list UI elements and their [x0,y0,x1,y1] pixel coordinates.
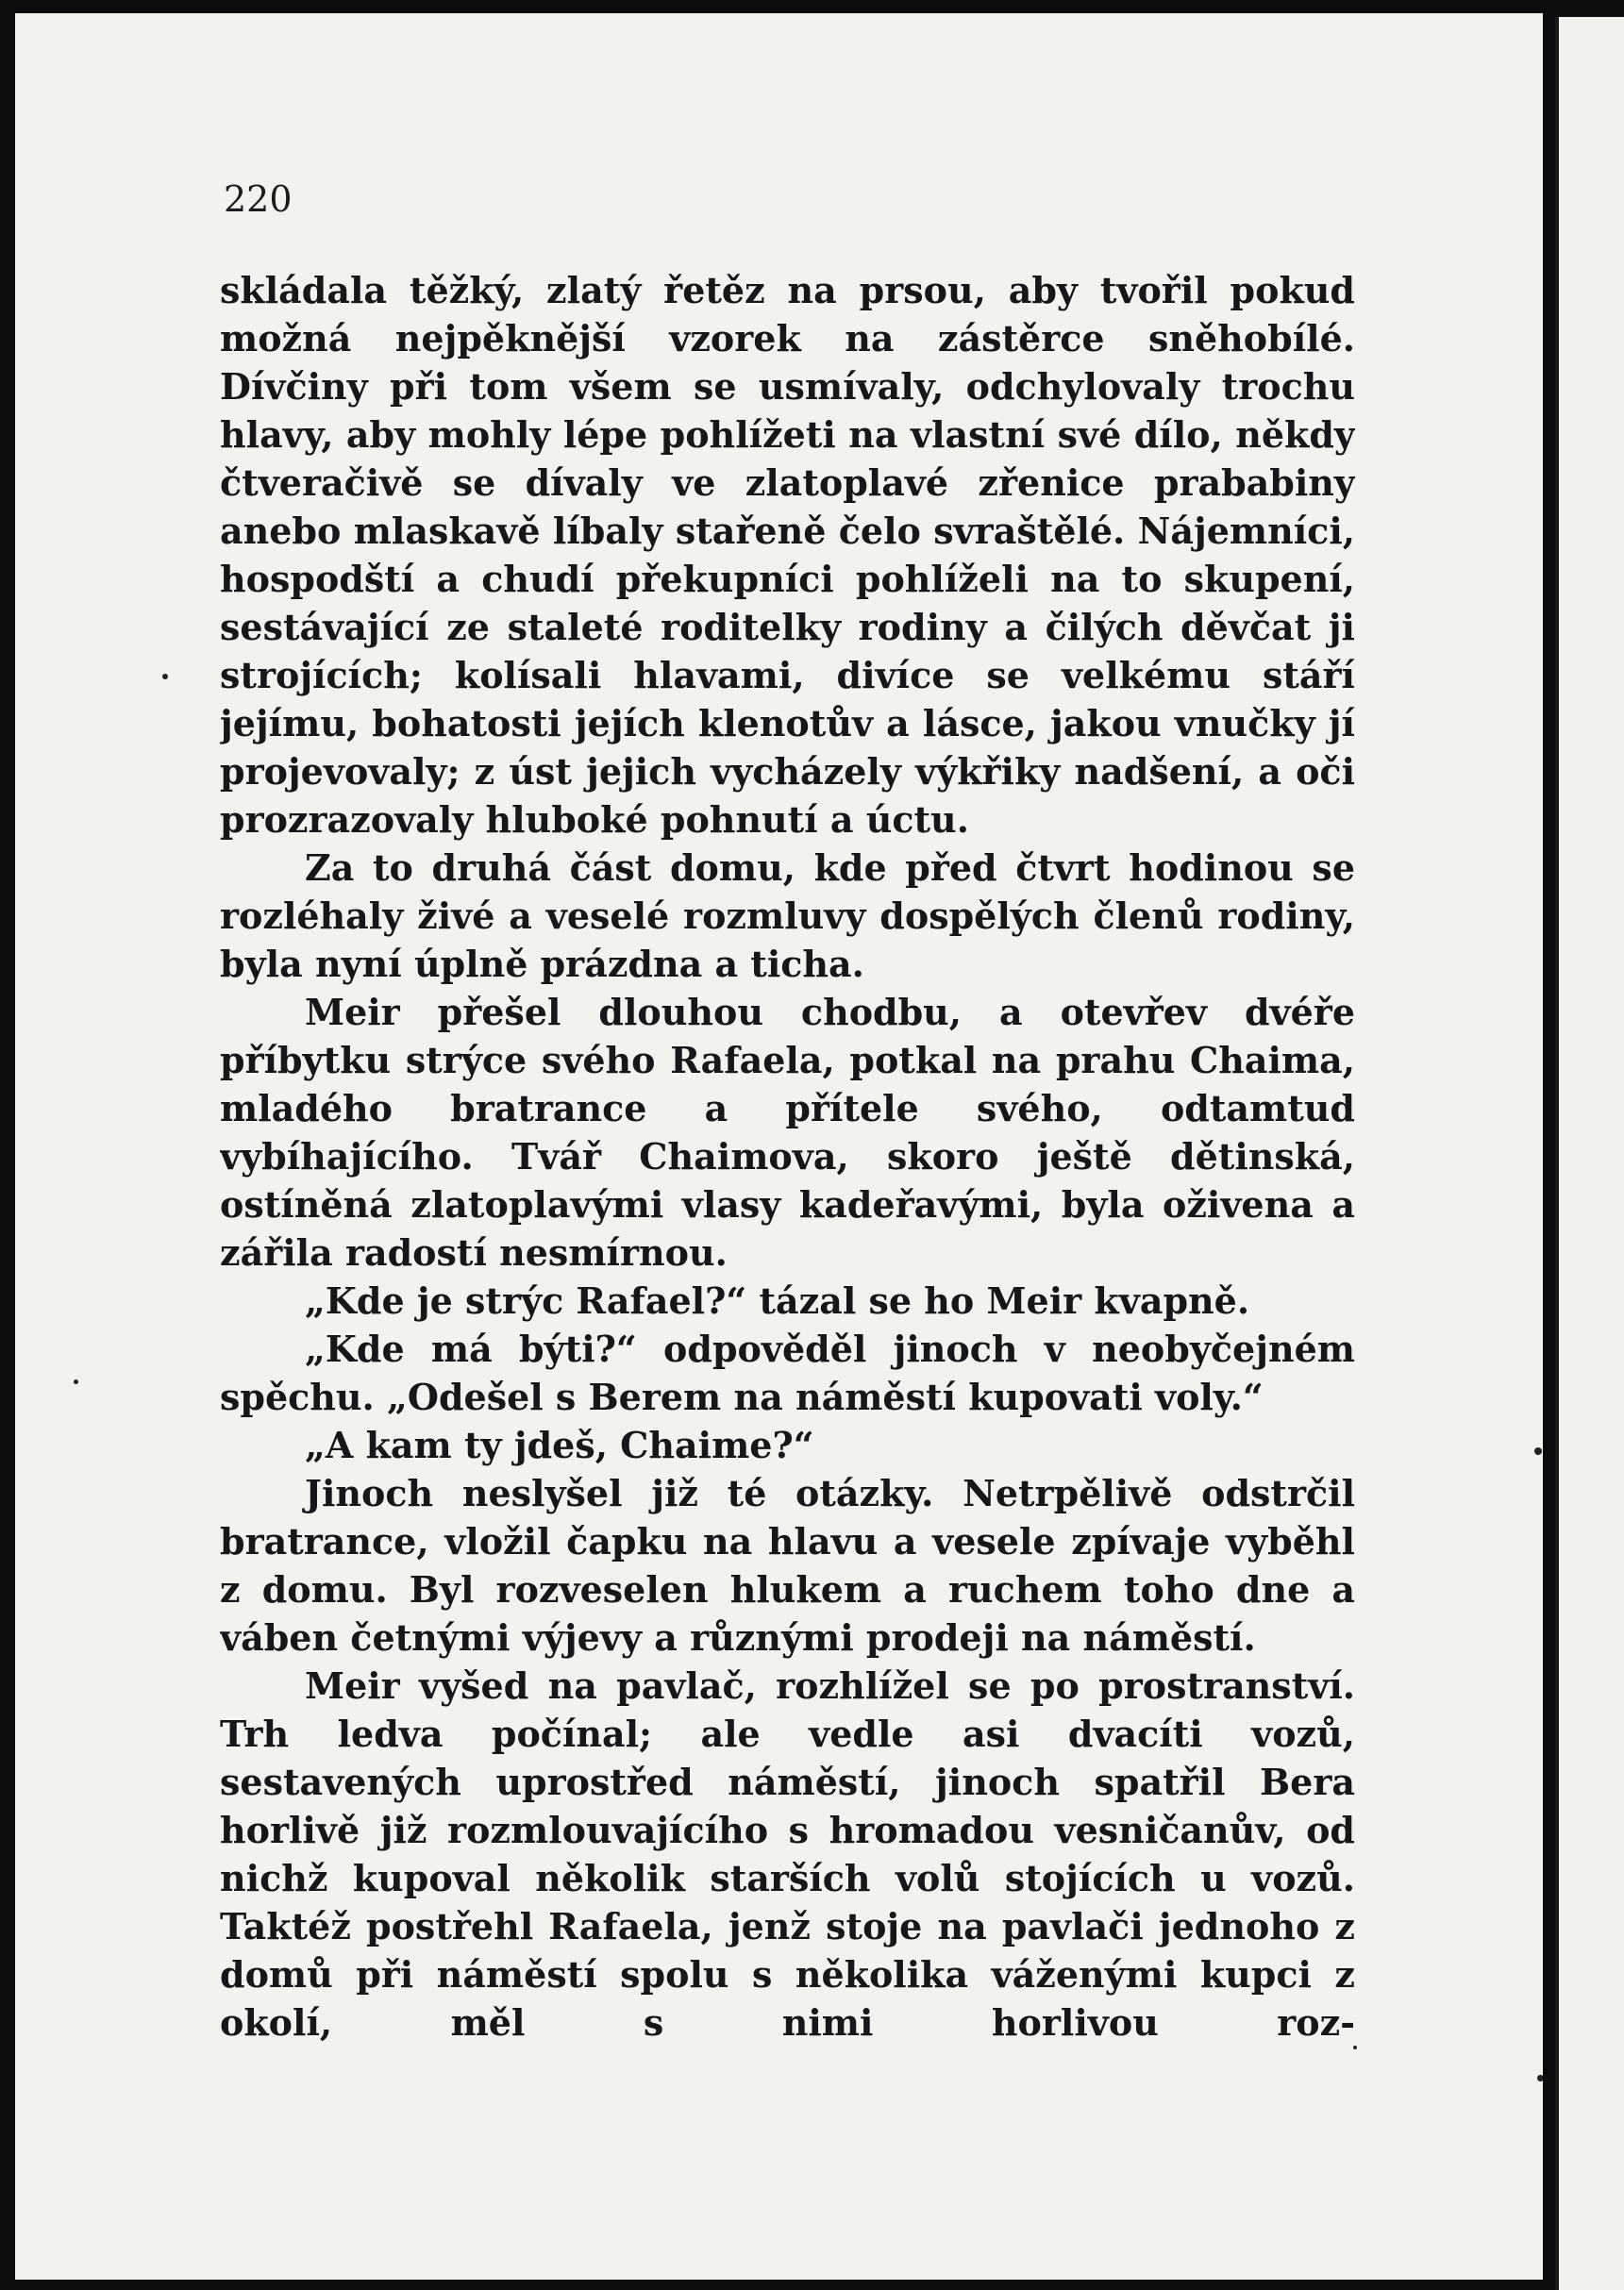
paragraph-4: „Kde je strýc Rafael?“ tázal se ho Meir kvapně. [305,1279,1250,1322]
scan-speck [74,1379,78,1384]
page-gutter-line [1555,17,1559,2290]
page-body-text [220,266,1355,2047]
adjacent-page-edge [1555,17,1624,2290]
paragraph-5: „Kde má býti?“ odpověděl jinoch v neobyčejném spěchu. „Odešel s Berem na náměstí kupovati voly.“ [220,1328,1355,1418]
scan-speck [1534,1447,1542,1455]
page-number: 220 [224,178,293,220]
paragraph-7: Jinoch neslyšel již té otázky. Netrpělivě odstrčil bratrance, vložil čapku na hlavu a vesele zpívaje vyběhl z domu. Byl rozveselen hlukem a ruchem toho dne a váben četnými výjevy a různými prodeji na náměstí. [220,1472,1355,1659]
scan-speck [1353,2046,1357,2049]
paragraph-8: Meir vyšed na pavlač, rozhlížel se po prostranství. Trh ledva počínal; ale vedle asi dvacíti vozů, sestavených uprostřed náměstí, jinoch spatřil Bera horlivě již rozmlouvajícího s hromadou vesničanův, od nichž kupoval několik starších volů stojících u vozů. Taktéž postřehl Rafaela, jenž stoje na pavlači jednoho z domů při náměstí spolu s několika váženými kupci z okolí, měl s nimi horlivou roz- [220,1664,1355,2044]
book-page [15,13,1543,2280]
scan-speck [162,674,168,679]
paragraph-2: Za to druhá část domu, kde před čtvrt hodinou se rozléhaly živé a veselé rozmluvy dospělých členů rodiny, byla nyní úplně prázdna a ticha. [220,846,1355,985]
paragraph-6: „A kam ty jdeš, Chaime?“ [305,1424,814,1466]
scan-speck [1537,2075,1543,2081]
paragraph-3: Meir přešel dlouhou chodbu, a otevřev dvéře příbytku strýce svého Rafaela, potkal na prahu Chaima, mladého bratrance a přítele svého, odtamtud vybíhajícího. Tvář Chaimova, skoro ještě dětinská, ostíněná zlatoplavými vlasy kadeřavými, byla oživena a zářila radostí nesmírnou. [220,991,1355,1274]
paragraph-1: skládala těžký, zlatý řetěz na prsou, aby tvořil pokud možná nejpěknější vzorek na zástěrce sněhobílé. Dívčiny při tom všem se usmívaly, odchylovaly trochu hlavy, aby mohly lépe pohlížeti na vlastní své dílo, někdy čtveračivě se dívaly ve zlatoplavé zřenice prababiny anebo mlaskavě líbaly stařeně čelo svraštělé. Nájemníci, hospodští a chudí překupníci pohlíželi na to skupení, sestávající ze staleté roditelky rodiny a čilých děvčat ji strojících; kolísali hlavami, divíce se velkému stáří jejímu, bohatosti jejích klenotův a lásce, jakou vnučky jí projevovaly; z úst jejich vycházely výkřiky nadšení, a oči prozrazovaly hluboké pohnutí a úctu. [220,269,1355,841]
